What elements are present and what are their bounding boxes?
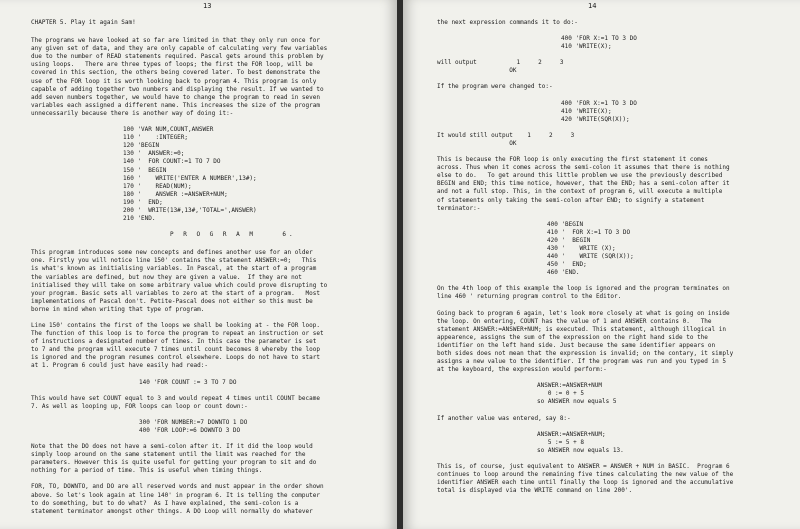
paragraph: Going back to program 6 again, let's look more closely at what is going on inside the loop. On entering, COUNT has the value of 1 and ANSWER contains 0. The statement ANSWER:=ANSWER+NUM; is executed. This statement, although illogical in appearence, assigns the sum of the expression on the right hand side to the identifier on the left hand side. Just because the same identifier appears on both sides does not mean that the expression is invalid; on the contary, it simply assigns a new value to the identifier. If the program was run and you typed in 5 at the keyboard, the expression would perform:-: [437, 309, 734, 374]
calculation-example: ANSWER:=ANSWER+NUM; 5 := 5 + 8 so ANSWER now equals 13.: [537, 430, 624, 454]
program-title: P R O G R A M 6.: [170, 231, 296, 239]
right-page: [403, 0, 800, 529]
program-listing: 100 'VAR NUM,COUNT,ANSWER 110 ' :INTEGER; 120 'BEGIN 130 ' ANSWER:=0; 140 ' FOR COUNT:=1 TO 7 DO 150 ' BEGIN 160 ' WRITE('ENTER A NUMBER',13#); 170 ' READ(NUM); 180 ' ANSWER :=ANSWER+NUM; 190 ' END; 200 ' WRITE(13#,13#,'TOTAL=',ANSWER) 210 'END.: [123, 126, 257, 223]
paragraph: If another value was entered, say 8:-: [437, 414, 571, 422]
paragraph: FOR, TO, DOWNTO, and DO are all reserved words and must appear in the order shown above. So let's look again at line 140' in program 6. It is telling the computer to do something, but to do what? As I have explained, the semi-colon is a statement terminator amongst other things. A DO Loop will normally do whatever: [31, 483, 324, 515]
paragraph: This program introduces some new concepts and defines another use for an older one. Firstly you will notice line 150' contains the statement ANSWER:=0; This is what's known as initialising variables. In Pascal, at the start of a program the variables are defined, but now they are given a value. If they are not initialised they will take on some arbitrary value which could prove disrupting to your program. Basic sets all variables to zero at the start of a program. Most implementations of Pascal don't. Petite-Pascal does not either so this must be borne in mind when writing that type of program.: [31, 249, 328, 313]
program-output: It would still output 1 2 3 OK: [437, 131, 575, 147]
paragraph: This is, of course, just equivalent to ANSWER = ANSWER + NUM in BASIC. Program 6 continues to loop around the remaining five times calculating the new value of the identifier ANSWER each time until finally the loop is ignored and the accumulative total is displayed via the WRITE command on line 200'.: [437, 462, 734, 495]
program-output: will output 1 2 3 OK: [437, 59, 564, 75]
code-example: 140 'FOR COUNT := 3 TO 7 DO: [139, 378, 237, 386]
paragraph: Line 150' contains the first of the loops we shall be looking at - the FOR loop. The function of this loop is to force the program to repeat an instruction or set of instructions a designated number of times. In this case the parameter is set to 7 and the program will execute 7 times until count becomes 8 whereby the loop is ignored and the program resumes control elsewhere. Loops do not have to start at 1. Program 6 could just have easily had read:-: [31, 322, 324, 370]
paragraph: If the program were changed to:-: [437, 83, 553, 91]
paragraph: the next expression commands it to do:-: [437, 19, 578, 26]
calculation-example: ANSWER:=ANSWER+NUM 0 := 0 + 5 so ANSWER now equals 5: [537, 382, 617, 406]
code-example: 300 'FOR NUMBER:=7 DOWNTO 1 DO 400 'FOR LOOP:=6 DOWNTO 3 DO: [139, 418, 248, 434]
left-page: [0, 0, 397, 529]
code-example: 400 'FOR X:=1 TO 3 DO 410 'WRITE(X);: [561, 35, 637, 51]
paragraph: On the 4th loop of this example the loop is ignored and the program terminates on line 460 ' returning program control to the Editor.: [437, 285, 730, 301]
paragraph: The programs we have looked at so far are limited in that they only run once for any given set of data, and they are only capable of calculating very few variables due to the number of READ statements required. Pascal gets around this problem by using loops. There are three types of loops; the first the FOR loop, will be covered in this section, the others being covered later. To best demonstrate the use of the FOR loop it is worth looking back to program 4. This program is only capable of adding together two numbers and displaying the result. If we wanted to add seven numbers together, we would have to change the program to read in seven variables each assigned a different name. This increases the size of the program unnecessarily because there is another way of doing it:-: [31, 37, 328, 117]
right-page-text: [437, 19, 789, 503]
code-example: 400 'BEGIN 410 ' FOR X:=1 TO 3 DO 420 ' BEGIN 430 ' WRITE (X); 440 ' WRITE (SQR(X)); 450 ' END; 460 'END.: [547, 220, 634, 277]
page-number: 14: [588, 2, 597, 10]
paragraph: Note that the DO does not have a semi-colon after it. If it did the loop would simply loop around on the same statement until the limit was reached for the parameters. However this is quite useful for getting your program to sit and do nothing for a period of time. This is useful when timing things.: [31, 443, 317, 475]
page-number: 13: [203, 2, 212, 10]
left-page-text: [31, 19, 386, 524]
paragraph: This would have set COUNT equal to 3 and would repeat 4 times until COUNT became 7. As well as looping up, FOR loops can loop or count down:-: [31, 394, 320, 410]
code-example: 400 'FOR X:=1 TO 3 DO 410 'WRITE(X); 420 'WRITE(SQR(X));: [561, 99, 637, 123]
paragraph: This is because the FOR loop is only executing the first statement it comes across. Thus when it comes across the semi-colon it assumes that there is nothing else to do. To get around this little problem we use the previously described BEGIN and END; this time notice, however, that the END; has a semi-colon after it and not a full stop. This, in the context of program 6, will execute a multiple of statements only taking the semi-colon after END; to signify a statement terminator:-: [437, 156, 730, 212]
chapter-heading: CHAPTER 5. Play it again Sam!: [31, 19, 136, 26]
